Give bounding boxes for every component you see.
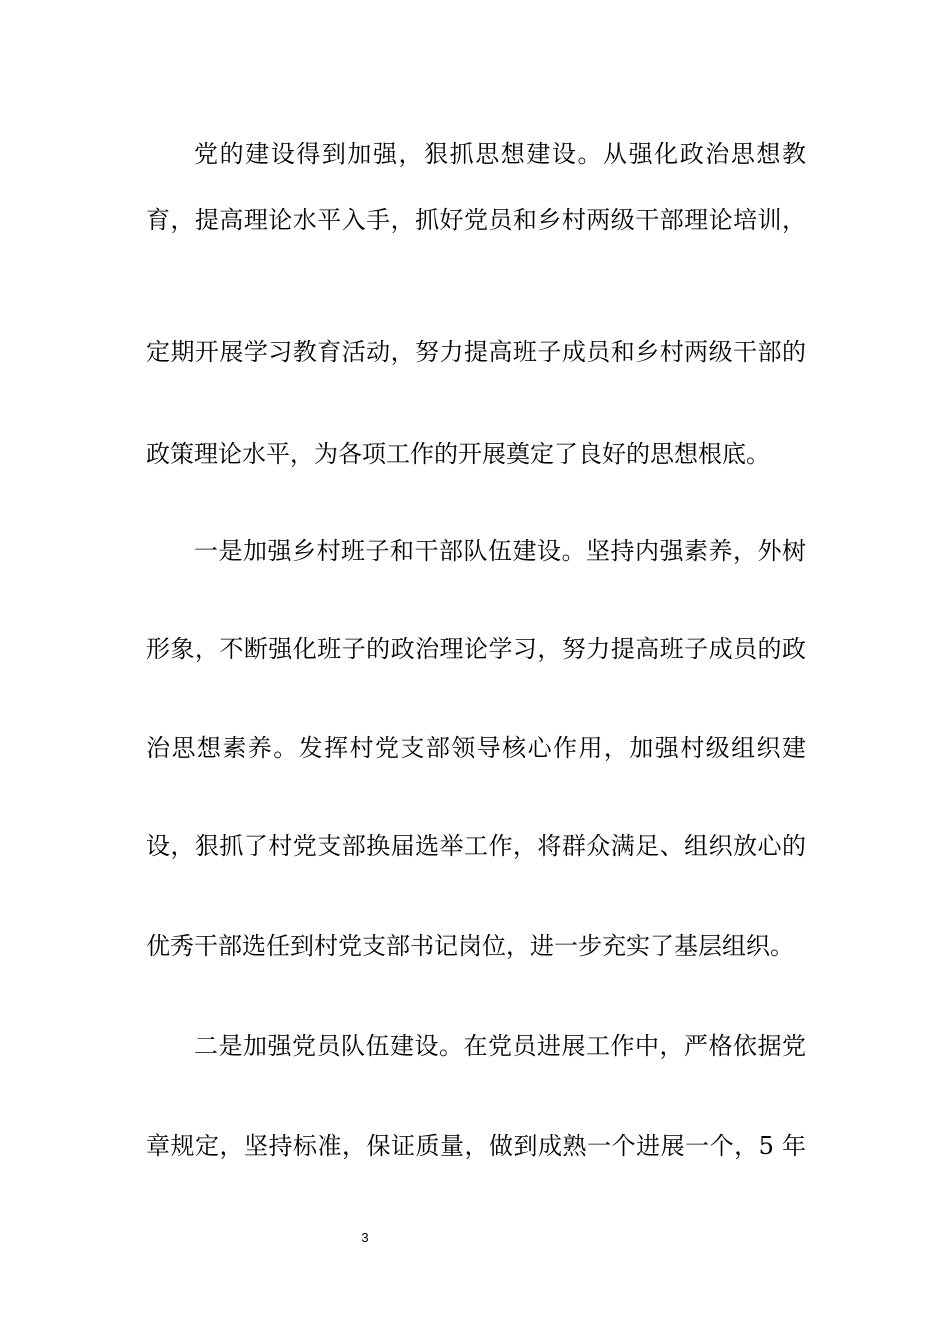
paragraph-3-line-1: 二是加强党员队伍建设。在党员进展工作中，严格依据党 <box>194 1032 806 1060</box>
paragraph-3-line-2: 章规定，坚持标准，保证质量，做到成熟一个进展一个，5 年 <box>146 1132 806 1160</box>
paragraph-1-line-2: 育，提高理论水平入手，抓好党员和乡村两级干部理论培训， <box>146 206 806 234</box>
page-number: 3 <box>361 1230 369 1245</box>
paragraph-1-line-4: 政策理论水平，为各项工作的开展奠定了良好的思想根底。 <box>146 440 770 468</box>
paragraph-2-line-5: 优秀干部选任到村党支部书记岗位，进一步充实了基层组织。 <box>146 932 794 960</box>
paragraph-2-line-4: 设，狠抓了村党支部换届选举工作，将群众满足、组织放心的 <box>146 832 806 860</box>
paragraph-2-line-1: 一是加强乡村班子和干部队伍建设。坚持内强素养，外树 <box>194 537 806 565</box>
paragraph-2-line-3: 治思想素养。发挥村党支部领导核心作用，加强村级组织建 <box>146 734 806 762</box>
paragraph-1-line-1: 党的建设得到加强，狠抓思想建设。从强化政治思想教 <box>194 140 806 168</box>
paragraph-1-line-3: 定期开展学习教育活动，努力提高班子成员和乡村两级干部的 <box>146 338 806 366</box>
paragraph-2-line-2: 形象，不断强化班子的政治理论学习，努力提高班子成员的政 <box>146 635 806 663</box>
